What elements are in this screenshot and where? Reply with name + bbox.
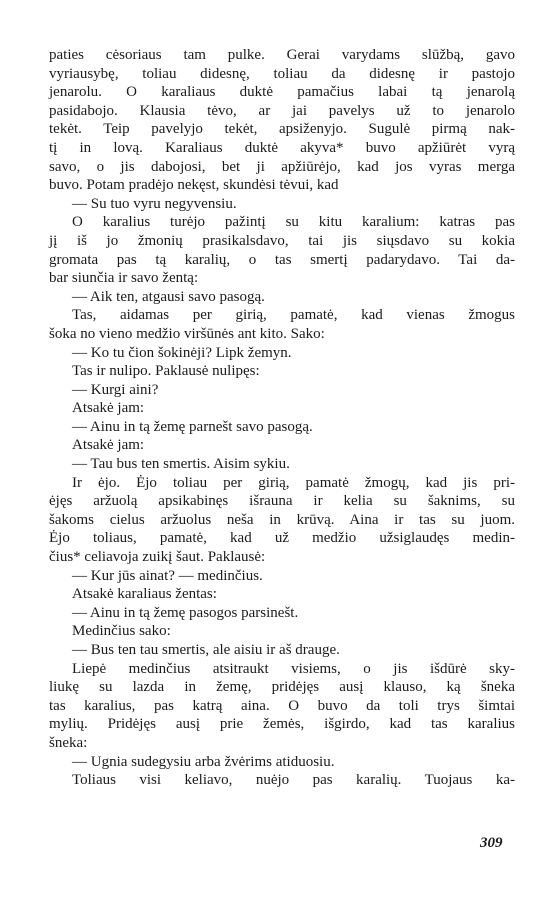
text-line: paties cėsoriaus tam pulke. Gerai varydams slūžbą, gavo bbox=[49, 47, 515, 63]
text-line: savo, o jis dabojosi, bet ji apžiūrėjo, kad jos vyras merga bbox=[49, 158, 515, 175]
text-line: jį iš jo žmonių prasikalsdavo, tai jis siųsdavo su kokia bbox=[49, 232, 515, 249]
page-number: 309 bbox=[480, 835, 503, 851]
text-line: — Ainu in tą žemę parnešt savo pasogą. bbox=[72, 418, 313, 435]
text-line: O karalius turėjo pažintį su kitu karalium: katras pas bbox=[72, 214, 515, 231]
text-line: — Kur jūs ainat? — medinčius. bbox=[72, 567, 263, 584]
text-line: šneka: bbox=[49, 734, 88, 751]
text-line: Atsakė jam: bbox=[72, 437, 145, 454]
text-line: gromata pas tą karalių, o tas smertį padarydavo. Tai da- bbox=[49, 251, 515, 268]
text-line: tas karalius, pas katrą aina. O buvo da toli trys šimtai bbox=[49, 697, 515, 714]
text-line: vyriausybę, toliau didesnę, toliau da didesnę ir pastojo bbox=[49, 65, 515, 82]
page-text-body bbox=[49, 46, 515, 790]
text-line: Toliaus visi keliavo, nuėjo pas karalių. Tuojaus ka- bbox=[72, 772, 515, 789]
text-line: Atsakė jam: bbox=[72, 400, 145, 417]
text-line: šakoms cielus aržuolus neša in krūvą. Aina ir tas su juom. bbox=[49, 511, 515, 528]
text-line: čius* celiavoja zuikį šaut. Paklausė: bbox=[49, 549, 266, 566]
text-line: mylių. Pridėjęs ausį prie žemės, išgirdo, kad tas karalius bbox=[49, 716, 515, 733]
text-line: — Kurgi aini? bbox=[72, 381, 159, 398]
text-line: Medinčius sako: bbox=[72, 623, 171, 640]
text-line: tį in lovą. Karaliaus duktė akyva* buvo apžiūrėt vyrą bbox=[49, 139, 515, 156]
text-line: buvo. Potam pradėjo nekęst, skundėsi tėvui, kad bbox=[49, 177, 339, 194]
text-line: Ėjo toliaus, pamatė, kad už medžio užsiglaudęs medin- bbox=[49, 530, 515, 547]
text-line: liukę su lazda in žemę, pridėjęs ausį klauso, ką šneka bbox=[49, 679, 515, 696]
text-line: Atsakė karaliaus žentas: bbox=[72, 586, 217, 603]
text-line: šoka no vieno medžio viršūnės ant kito. Sako: bbox=[49, 325, 325, 342]
text-line: pasidabojo. Klausia tėvo, ar jai pavelys už to jenarolo bbox=[49, 102, 515, 119]
text-line: — Aik ten, atgausi savo pasogą. bbox=[72, 288, 265, 305]
text-line: — Bus ten tau smertis, ale aisiu ir aš drauge. bbox=[72, 642, 340, 658]
text-line: ėjęs aržuolą apsikabinęs išrauna ir kelia su šaknims, su bbox=[49, 493, 515, 510]
text-line: Liepė medinčius atsitraukt visiems, o jis išdūrė sky- bbox=[72, 660, 515, 677]
text-line: — Tau bus ten smertis. Aisim sykiu. bbox=[72, 456, 290, 473]
text-line: Tas ir nulipo. Paklausė nulipęs: bbox=[72, 363, 260, 380]
text-line: — Ugnia sudegysiu arba žvėrims atiduosiu. bbox=[72, 753, 335, 770]
text-line: Tas, aidamas per girią, pamatė, kad vienas žmogus bbox=[72, 307, 515, 324]
text-line: bar siunčia ir savo žentą: bbox=[49, 270, 199, 287]
text-line: jenarolu. O karaliaus duktė pamačius labai tą jenarolą bbox=[49, 84, 515, 101]
text-line: — Ko tu čion šokinėji? Lipk žemyn. bbox=[72, 344, 292, 361]
text-line: Ir ėjo. Ėjo toliau per girią, pamatė žmogų, kad jis pri- bbox=[72, 474, 515, 491]
text-line: tekėt. Teip pavelyjo tekėt, apsiženyjo. Sugulė pirmą nak- bbox=[49, 121, 515, 138]
text-line: — Ainu in tą žemę pasogos parsinešt. bbox=[72, 604, 299, 621]
text-line: — Su tuo vyru negyvensiu. bbox=[72, 195, 237, 212]
